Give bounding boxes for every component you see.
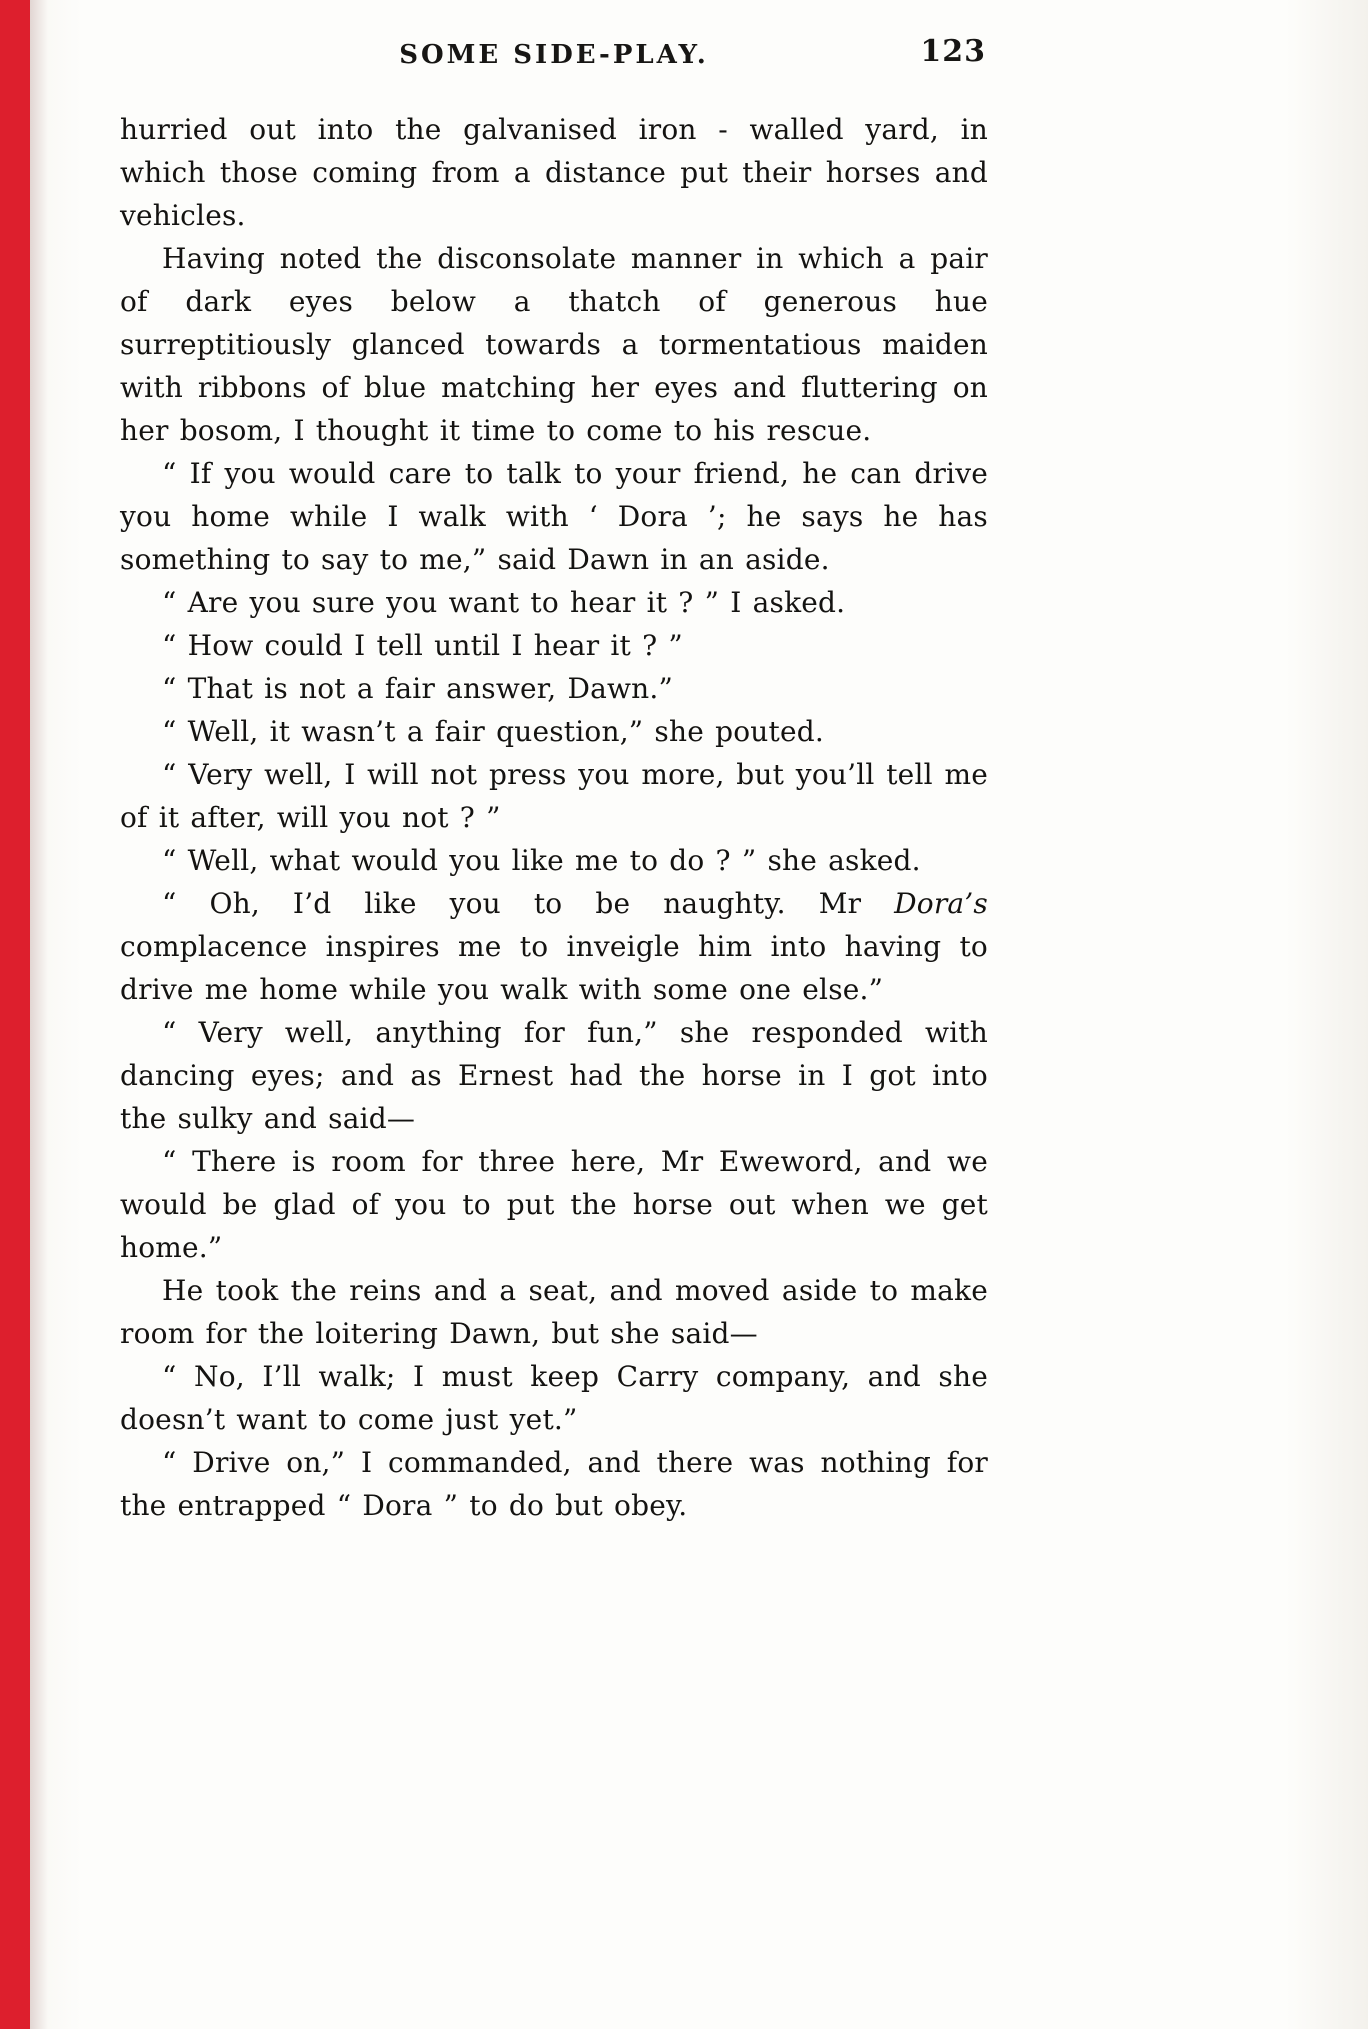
body-text: “ Drive on,” I commanded, and there was nothing for the entrapped “ Dora ” to do but obey. xyxy=(120,1446,988,1522)
body-text: Having noted the disconsolate manner in which a pair of dark eyes below a thatch of generous hue surreptitiously glanced towards a tormentatious maiden with ribbons of blue matching her eyes and fluttering on her bosom, I thought it time to come to his rescue. xyxy=(120,242,988,447)
paragraph xyxy=(120,581,988,624)
page-title: SOME SIDE-PLAY. xyxy=(399,40,709,70)
paragraph xyxy=(120,1269,988,1355)
body-text: “ That is not a fair answer, Dawn.” xyxy=(162,672,674,705)
italic-text: Dora’s xyxy=(894,887,988,920)
body-text: He took the reins and a seat, and moved aside to make room for the loitering Dawn, but she said— xyxy=(120,1274,988,1350)
paragraph xyxy=(120,1011,988,1140)
paragraph xyxy=(120,1140,988,1269)
body-text: “ If you would care to talk to your friend, he can drive you home while I walk with ‘ Dora ’; he says he has something to say to me,” said Dawn in an aside. xyxy=(120,457,988,576)
paragraph xyxy=(120,753,988,839)
paragraph xyxy=(120,710,988,753)
body-text: “ Are you sure you want to hear it ? ” I asked. xyxy=(162,586,846,619)
body-text: “ Very well, I will not press you more, but you’ll tell me of it after, will you not ? ” xyxy=(120,758,988,834)
page-number: 123 xyxy=(920,34,986,69)
paragraph xyxy=(120,624,988,667)
body-text: “ Oh, I’d like you to be naughty. Mr xyxy=(162,887,895,920)
book-gutter-shadow xyxy=(30,0,48,2029)
body-text: “ How could I tell until I hear it ? ” xyxy=(162,629,683,662)
running-header xyxy=(120,40,988,70)
paragraph xyxy=(120,882,988,1011)
body-text: “ There is room for three here, Mr Eweword, and we would be glad of you to put the horse out when we get home.” xyxy=(120,1145,988,1264)
paragraph xyxy=(120,108,988,237)
body-text: complacence inspires me to inveigle him into having to drive me home while you walk with some one else.” xyxy=(120,930,988,1006)
body-text: hurried out into the galvanised iron - walled yard, in which those coming from a distance put their horses and vehicles. xyxy=(120,113,988,232)
paragraph xyxy=(120,1355,988,1441)
paragraph xyxy=(120,452,988,581)
paragraph xyxy=(120,839,988,882)
paragraph xyxy=(120,1441,988,1527)
body-text: “ Well, what would you like me to do ? ” she asked. xyxy=(162,844,921,877)
body-text: “ No, I’ll walk; I must keep Carry company, and she doesn’t want to come just yet.” xyxy=(120,1360,988,1436)
book-edge-red-strip xyxy=(0,0,30,2029)
body-text: “ Well, it wasn’t a fair question,” she pouted. xyxy=(162,715,824,748)
paragraph xyxy=(120,667,988,710)
text-block xyxy=(120,108,988,1527)
paragraph xyxy=(120,237,988,452)
body-text: “ Very well, anything for fun,” she responded with dancing eyes; and as Ernest had the horse in I got into the sulky and said— xyxy=(120,1016,988,1135)
